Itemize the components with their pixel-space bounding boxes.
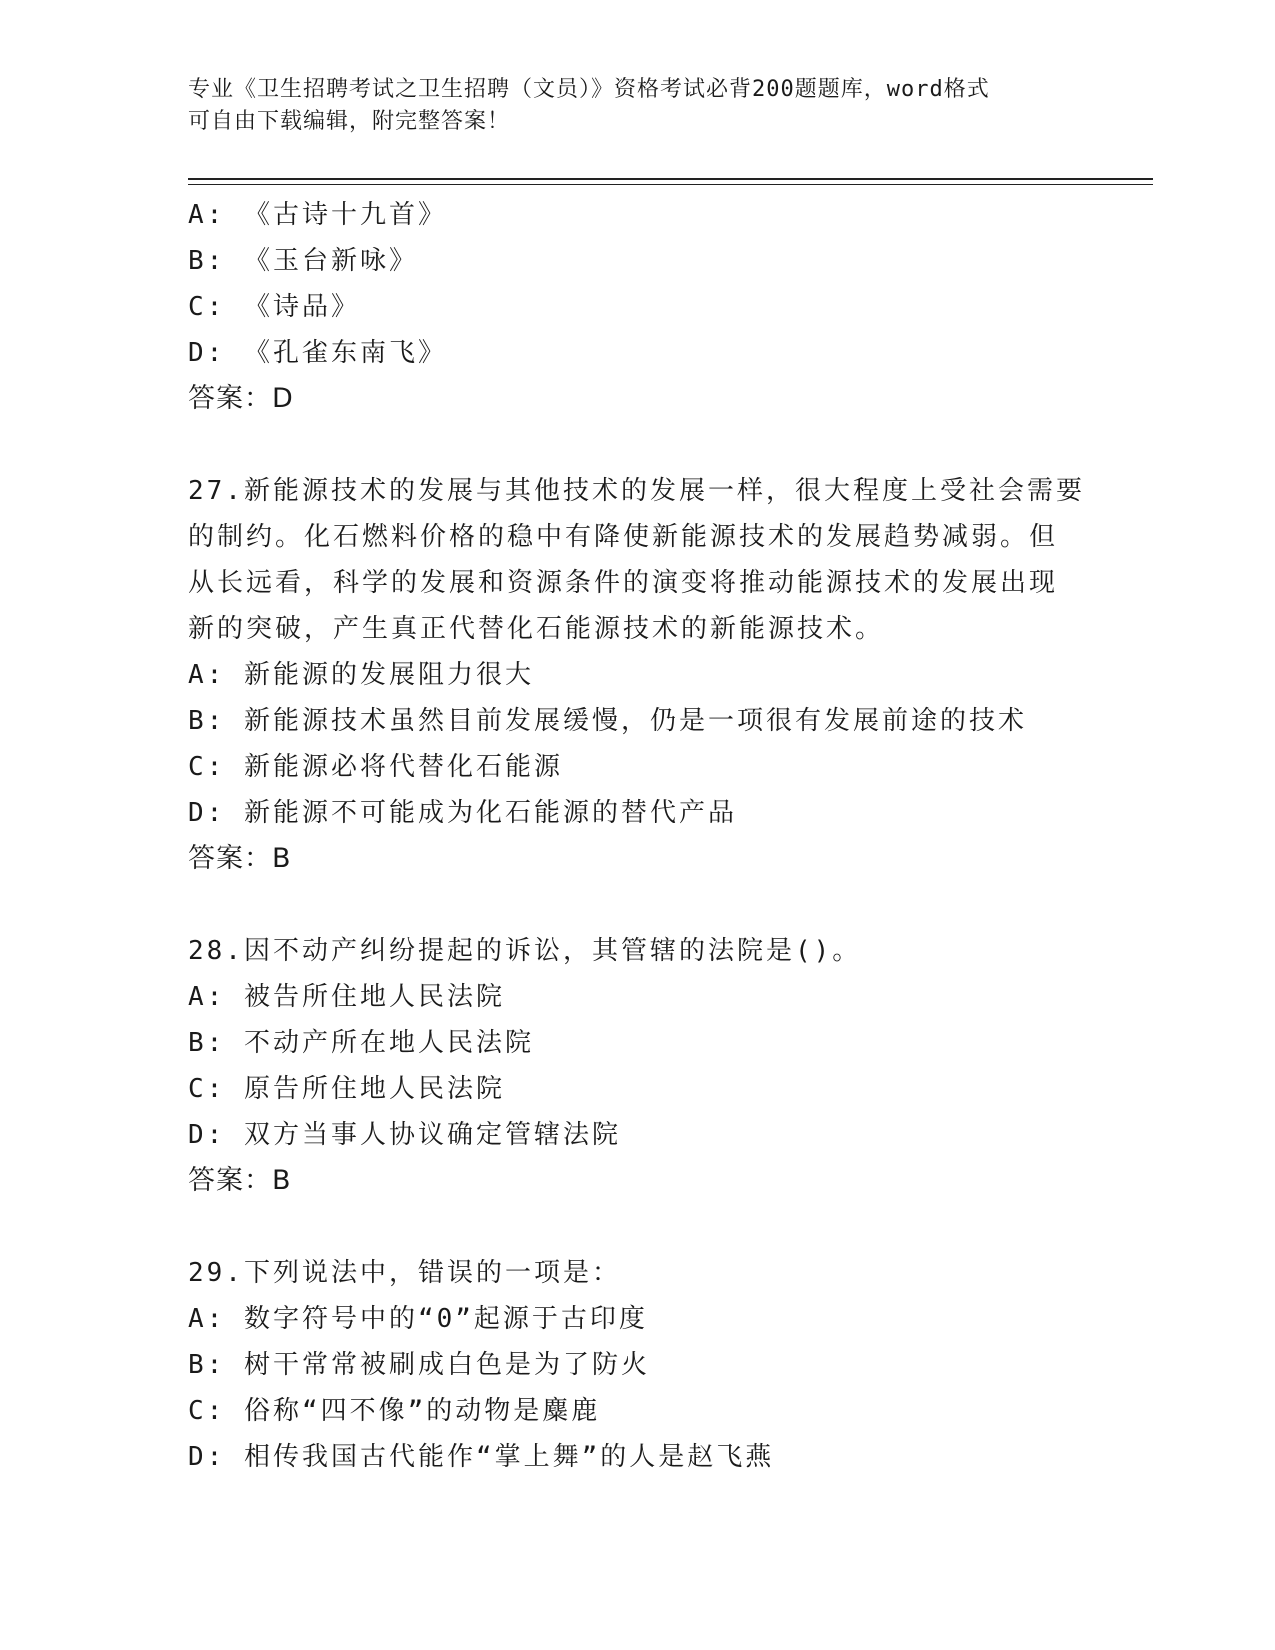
option-a: A: 《古诗十九首》 [188, 200, 447, 230]
answer-line: 答案：D [188, 383, 294, 414]
option-c: C: 原告所住地人民法院 [188, 1074, 505, 1104]
option-c: C: 新能源必将代替化石能源 [188, 752, 563, 782]
option-a: A: 被告所住地人民法院 [188, 982, 505, 1012]
question-block-28 [188, 928, 1088, 1204]
option-a: A: 新能源的发展阻力很大 [188, 660, 534, 690]
header-rule-thick [188, 178, 1153, 180]
document-header [188, 74, 1068, 138]
option-b: B: 不动产所在地人民法院 [188, 1028, 534, 1058]
question-list [188, 192, 1088, 1480]
spacer [188, 1204, 1088, 1250]
answer-line: 答案：B [188, 1165, 292, 1196]
option-d: D: 相传我国古代能作“掌上舞”的人是赵飞燕 [188, 1442, 775, 1472]
question-text-line: 新的突破，产生真正代替化石能源技术的新能源技术。 [188, 614, 885, 644]
option-a: A: 数字符号中的“0”起源于古印度 [188, 1304, 648, 1334]
header-line-1: 专业《卫生招聘考试之卫生招聘（文员）》资格考试必背200题题库，word格式 [188, 77, 990, 102]
option-d: D: 双方当事人协议确定管辖法院 [188, 1120, 621, 1150]
spacer [188, 422, 1088, 468]
option-c: C: 俗称“四不像”的动物是麋鹿 [188, 1396, 601, 1426]
header-line-2: 可自由下载编辑，附完整答案！ [188, 109, 511, 134]
answer-line: 答案：B [188, 843, 292, 874]
question-text-line: 的制约。化石燃料价格的稳中有降使新能源技术的发展趋势减弱。但 [188, 522, 1059, 552]
question-block-26 [188, 192, 1088, 422]
question-text-line: 从长远看，科学的发展和资源条件的演变将推动能源技术的发展出现 [188, 568, 1059, 598]
question-text-line: 27.新能源技术的发展与其他技术的发展一样，很大程度上受社会需要 [188, 476, 1085, 506]
option-b: B: 新能源技术虽然目前发展缓慢，仍是一项很有发展前途的技术 [188, 706, 1027, 736]
question-block-27 [188, 468, 1088, 882]
option-b: B: 《玉台新咏》 [188, 246, 418, 276]
question-block-29 [188, 1250, 1088, 1480]
question-text-line: 28.因不动产纠纷提起的诉讼，其管辖的法院是()。 [188, 936, 862, 966]
option-c: C: 《诗品》 [188, 292, 360, 322]
option-b: B: 树干常常被刷成白色是为了防火 [188, 1350, 650, 1380]
question-text-line: 29.下列说法中，错误的一项是： [188, 1258, 621, 1288]
option-d: D: 《孔雀东南飞》 [188, 338, 447, 368]
header-rule-thin [188, 184, 1153, 185]
option-d: D: 新能源不可能成为化石能源的替代产品 [188, 798, 737, 828]
spacer [188, 882, 1088, 928]
